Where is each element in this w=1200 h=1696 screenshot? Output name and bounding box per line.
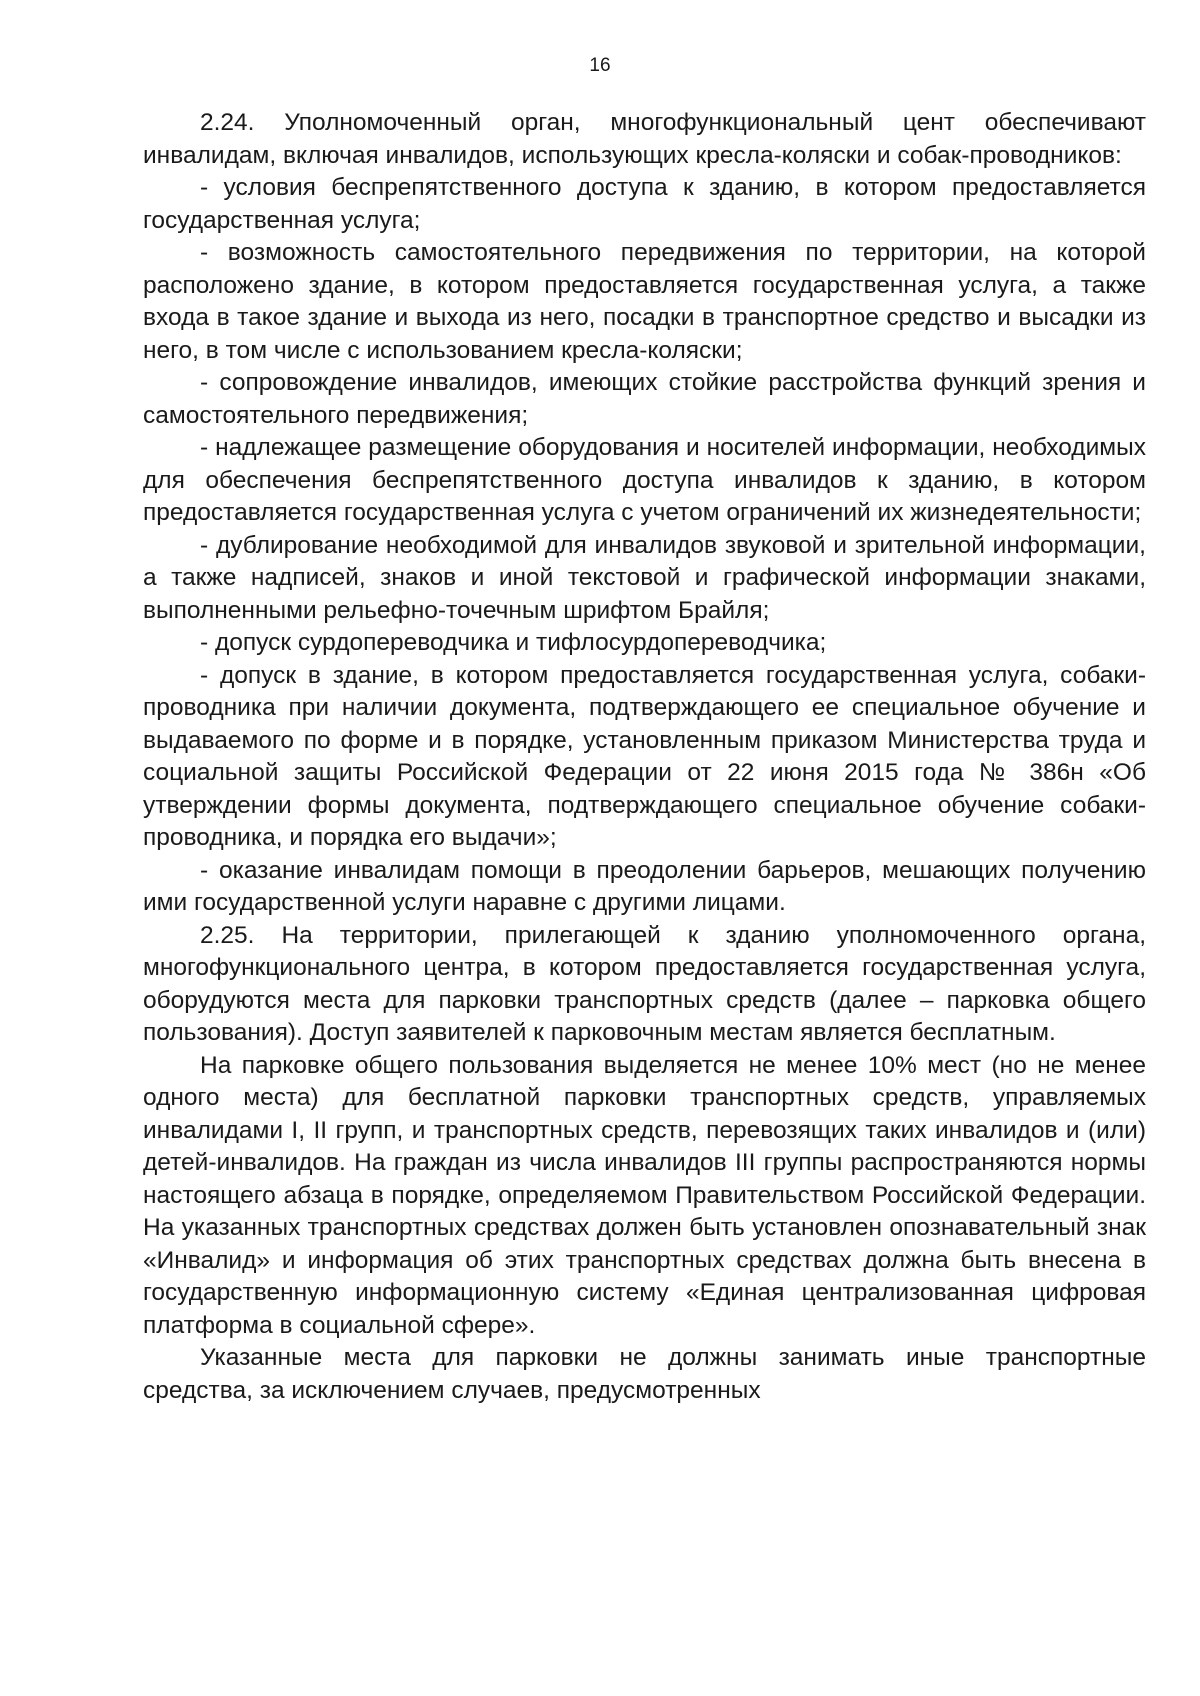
list-item-independent-movement: - возможность самостоятельного передвижения по территории, на которой расположено здание, в котором предоставляется государственная услуга, а также входа в такое здание и выхода из него, посадки в транспортное средство и высадки из него, в том числе с использованием кресла-коляски; (143, 239, 1146, 364)
paragraph-2-25-parking: 2.25. На территории, прилегающей к зданию уполномоченного органа, многофункционального центра, в котором предоставляется государственная услуга, оборудуются места для парковки транспортных средств (далее – парковка общего пользования). Доступ заявителей к парковочным местам является бесплатным. (143, 921, 1146, 1046)
paragraph-parking-restriction: Указанные места для парковки не должны занимать иные транспортные средства, за исключением случаев, предусмотренных (143, 1344, 1146, 1404)
list-item-escort: - сопровождение инвалидов, имеющих стойкие расстройства функций зрения и самостоятельного передвижения; (143, 369, 1146, 429)
paragraph-2-24-intro: 2.24. Уполномоченный орган, многофункциональный цент обеспечивают инвалидам, включая инвалидов, использующих кресла-коляски и собак-проводников: (143, 109, 1146, 169)
paragraph-parking-quota: На парковке общего пользования выделяется не менее 10% мест (но не менее одного места) для бесплатной парковки транспортных средств, управляемых инвалидами I, II групп, и транспортных средств, перевозящих таких инвалидов и (или) детей-инвалидов. На граждан из числа инвалидов III группы распространяются нормы настоящего абзаца в порядке, определяемом Правительством Российской Федерации. На указанных транспортных средствах должен быть установлен опознавательный знак «Инвалид» и информация об этих транспортных средствах должна быть внесена в государственную информационную систему «Единая централизованная цифровая платформа в социальной сфере». (143, 1051, 1146, 1339)
list-item-barrier-assistance: - оказание инвалидам помощи в преодолении барьеров, мешающих получению ими государственной услуги наравне с другими лицами. (143, 856, 1146, 916)
list-item-equipment-placement: - надлежащее размещение оборудования и носителей информации, необходимых для обеспечения беспрепятственного доступа инвалидов к зданию, в котором предоставляется государственная услуга с учетом ограничений их жизнедеятельности; (143, 434, 1146, 526)
document-body (143, 107, 1146, 1407)
list-item-building-access: - условия беспрепятственного доступа к зданию, в котором предоставляется государственная услуга; (143, 174, 1146, 234)
page-number: 16 (589, 55, 611, 76)
list-item-interpreter-admission: - допуск сурдопереводчика и тифлосурдопереводчика; (200, 629, 827, 656)
list-item-info-duplication: - дублирование необходимой для инвалидов звуковой и зрительной информации, а также надписей, знаков и иной текстовой и графической информации знаками, выполненными рельефно-точечным шрифтом Брайля; (143, 531, 1146, 624)
list-item-guide-dog-admission: - допуск в здание, в котором предоставляется государственная услуга, собаки-проводника при наличии документа, подтверждающего ее специальное обучение и выдаваемого по форме и в порядке, установленным приказом Министерства труда и социальной защиты Российской Федерации от 22 июня 2015 года № 386н «Об утверждении формы документа, подтверждающего специальное обучение собаки-проводника, и порядка его выдачи»; (143, 661, 1146, 851)
